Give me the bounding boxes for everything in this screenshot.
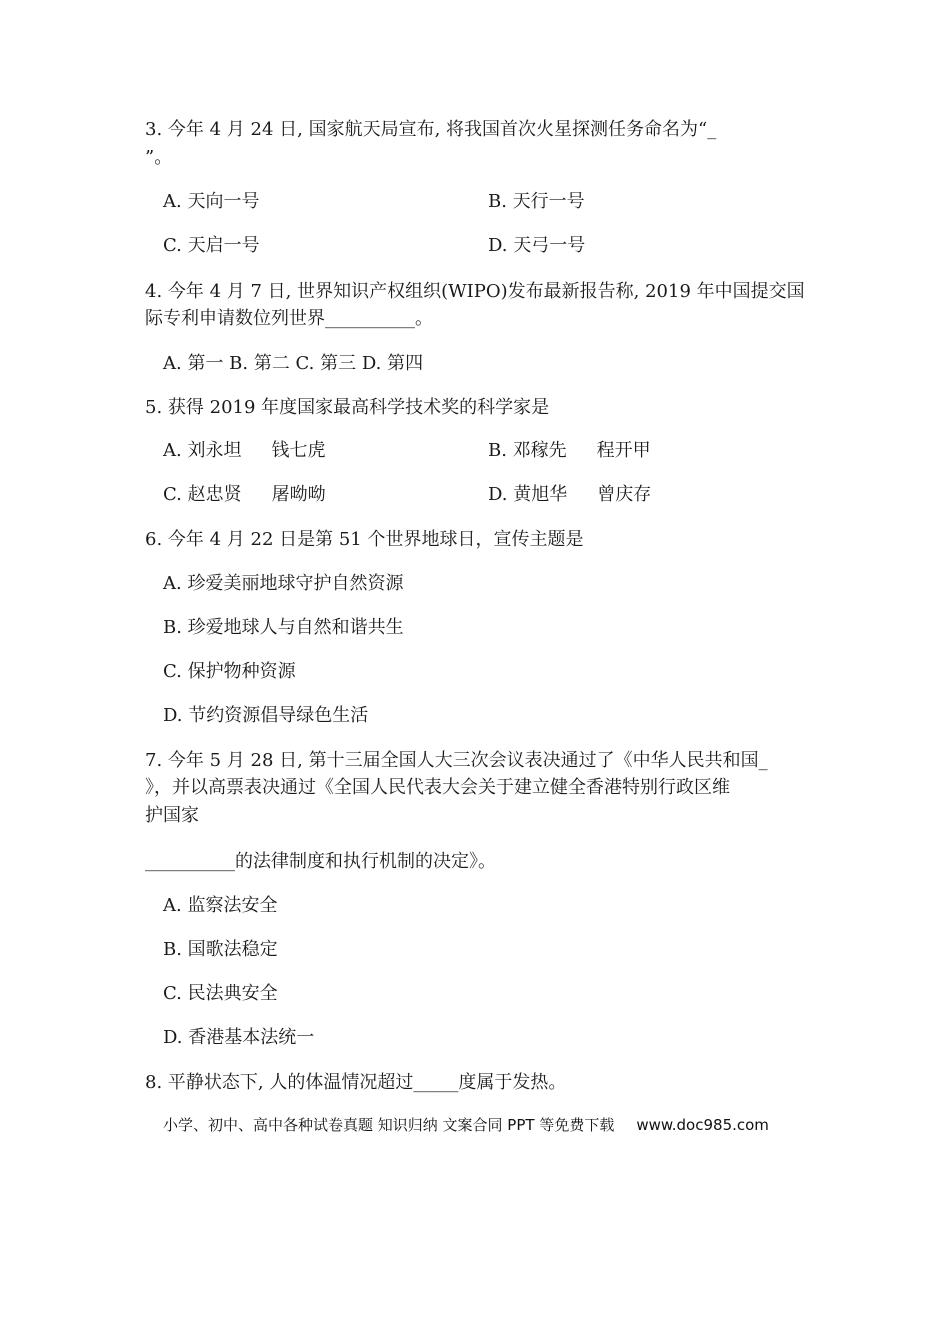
q5-option-b-second: 程开甲 — [596, 440, 651, 461]
q4-stem-line1: 4. 今年 4 月 7 日, 世界知识产权组织(WIPO)发布最新报告称, 2019 年中国提交国 — [145, 281, 805, 302]
q6-option-b: B. 珍爱地球人与自然和谐共生 — [163, 617, 404, 638]
q8-stem: 8. 平静状态下, 人的体温情况超过_____度属于发热。 — [145, 1072, 567, 1093]
q3-stem-line2: ”。 — [145, 147, 173, 168]
footer-text: 小学、初中、高中各种试卷真题 知识归纳 文案合同 PPT 等免费下载 — [163, 1116, 615, 1134]
q5-option-a-label: A. 刘永坦 — [163, 440, 242, 461]
q3-option-d: D. 天弓一号 — [488, 235, 586, 256]
q5-stem: 5. 获得 2019 年度国家最高科学技术奖的科学家是 — [145, 397, 550, 418]
q6-stem: 6. 今年 4 月 22 日是第 51 个世界地球日，宣传主题是 — [145, 529, 584, 550]
q7-option-a: A. 监察法安全 — [163, 895, 278, 916]
page-footer — [163, 1114, 769, 1136]
q3-option-c: C. 天启一号 — [163, 235, 260, 256]
q7-option-b: B. 国歌法稳定 — [163, 939, 278, 960]
q5-option-d-label: D. 黄旭华 — [488, 484, 568, 505]
q5-option-d — [488, 482, 651, 508]
q7-stem-line2: 》，并以高票表决通过《全国人民代表大会关于建立健全香港特别行政区维 — [145, 777, 730, 798]
q6-option-d: D. 节约资源倡导绿色生活 — [163, 705, 369, 726]
q3-stem-line1: 3. 今年 4 月 24 日, 国家航天局宣布, 将我国首次火星探测任务命名为“_ — [145, 119, 717, 140]
q4-options: A. 第一 B. 第二 C. 第三 D. 第四 — [163, 353, 424, 374]
q4-stem-line2: 际专利申请数位列世界__________。 — [145, 308, 433, 329]
q3-option-a: A. 天向一号 — [163, 191, 260, 212]
q7-option-d: D. 香港基本法统一 — [163, 1027, 315, 1048]
footer-url-link[interactable]: www.doc985.com — [636, 1116, 769, 1134]
q5-option-c — [163, 482, 326, 508]
q7-stem-line1: 7. 今年 5 月 28 日, 第十三届全国人大三次会议表决通过了《中华人民共和国_ — [145, 750, 768, 771]
q6-option-c: C. 保护物种资源 — [163, 661, 296, 682]
q7-stem-line4: __________的法律制度和执行机制的决定》。 — [145, 851, 496, 872]
q5-option-a — [163, 438, 325, 464]
q6-option-a: A. 珍爱美丽地球守护自然资源 — [163, 573, 404, 594]
q3-option-b: B. 天行一号 — [488, 191, 585, 212]
q5-option-c-second: 屠呦呦 — [271, 484, 326, 505]
q7-stem-line3: 护国家 — [145, 805, 199, 826]
q7-option-c: C. 民法典安全 — [163, 983, 278, 1004]
q5-option-d-second: 曾庆存 — [597, 484, 652, 505]
q5-option-a-second: 钱七虎 — [271, 440, 326, 461]
q5-option-b-label: B. 邓稼先 — [488, 440, 567, 461]
q5-option-b — [488, 438, 651, 464]
q5-option-c-label: C. 赵忠贤 — [163, 484, 242, 505]
